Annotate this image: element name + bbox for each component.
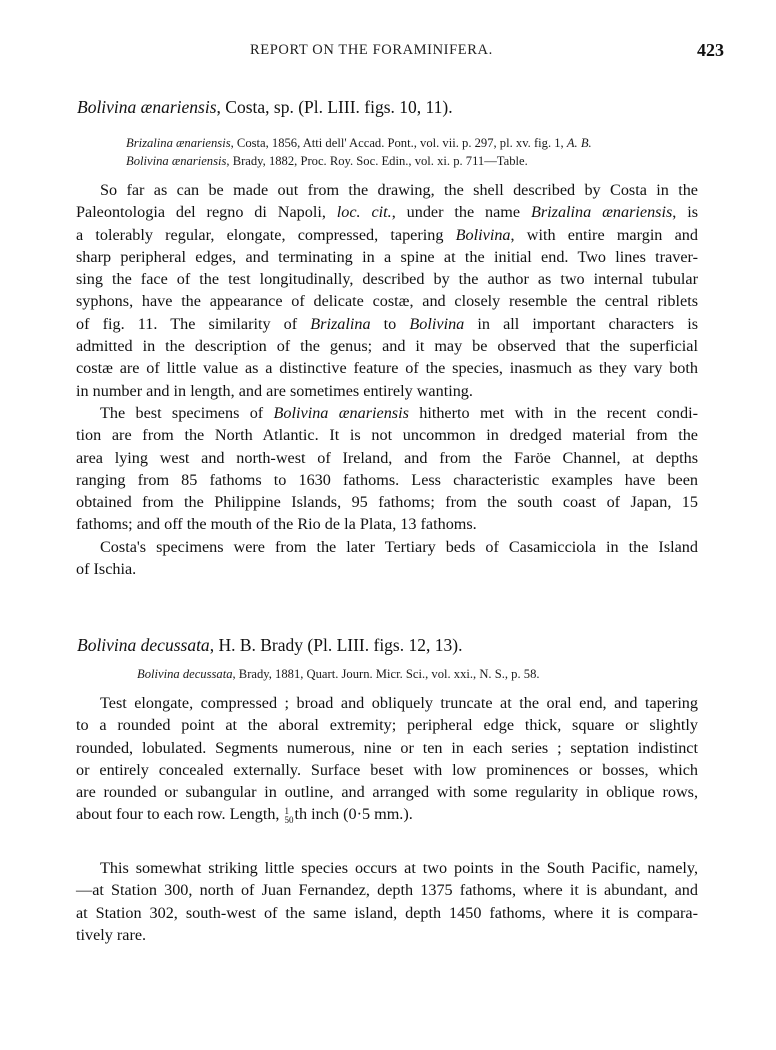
text-line: fathoms; and off the mouth of the Rio de la Plata, 13 fathoms. <box>76 515 477 534</box>
paragraph <box>76 692 698 826</box>
synonym-name: Bolivina ænariensis <box>126 154 227 168</box>
synonym-reference-tail: A. B. <box>566 136 592 150</box>
italic-term: Brizalina ænariensis <box>530 203 673 222</box>
fraction: 1 50 <box>284 805 294 825</box>
text-line: Test elongate, compressed ; broad and obliquely truncate at the oral end, and tapering <box>100 694 698 712</box>
italic-term: Bolivina <box>409 314 465 333</box>
italic-term: loc. cit. <box>336 203 392 222</box>
body-text-entry-1 <box>76 179 698 580</box>
text-line: at Station 302, south-west of the same island, depth 1450 fathoms, where it is compara- <box>76 903 698 922</box>
italic-term: Brizalina <box>310 314 371 333</box>
text-line: of Ischia. <box>76 560 137 579</box>
text-line: ranging from 85 fathoms to 1630 fathoms. Less characteristic examples have been <box>76 470 698 489</box>
body-text-entry-2-distribution <box>76 857 698 946</box>
running-head <box>0 40 776 64</box>
synonym-name: Brizalina ænariensis <box>126 136 231 150</box>
entry-heading-bolivina-decussata <box>77 634 462 656</box>
synonymy-line <box>126 152 528 170</box>
text-line: sing the face of the test longitudinally, described by the author as two internal tubular <box>76 270 698 289</box>
text-line: syphons, have the appearance of delicate costæ, and closely resemble the central riblets <box>76 292 698 311</box>
text-line: in number and in length, and are sometimes entirely wanting. <box>76 381 473 400</box>
text-line: obtained from the Philippine Islands, 95 fathoms; from the south coast of Japan, 15 <box>76 493 698 512</box>
species-name: Bolivina decussata <box>77 635 210 655</box>
paragraph <box>76 536 698 581</box>
synonym-reference: , Costa, 1856, Atti dell' Accad. Pont., vol. vii. p. 297, pl. xv. fig. 1, <box>230 136 567 150</box>
body-text-entry-2-description <box>76 692 698 826</box>
text-line: tion are from the North Atlantic. It is not uncommon in dredged material from the <box>76 426 698 445</box>
text-line: are rounded or subangular in outline, and arranged with some regularity in oblique rows, <box>76 783 698 802</box>
text-line: The best specimens of Bolivina ænariensis hitherto met with in the recent condi- <box>100 403 698 422</box>
text-line: or entirely concealed externally. Surface beset with low prominences or bosses, which <box>76 760 698 779</box>
text-line: sharp peripheral edges, and terminating in a spine at the initial end. Two lines traver- <box>76 247 698 266</box>
page-number: 423 <box>697 40 724 60</box>
paragraph <box>76 179 698 402</box>
text-line: Costa's specimens were from the later Tertiary beds of Casamicciola in the Island <box>100 537 698 556</box>
text-line: area lying west and north-west of Ireland, and from the Faröe Channel, at depths <box>76 448 698 467</box>
species-name: Bolivina ænariensis <box>77 97 217 117</box>
synonym-reference: , Brady, 1881, Quart. Journ. Micr. Sci., vol. xxi., N. S., p. 58. <box>232 667 540 681</box>
paragraph <box>76 857 698 946</box>
text-line: to a rounded point at the aboral extremity; peripheral edge thick, square or slightly <box>76 716 698 735</box>
text-line: admitted in the description of the genus; and it may be observed that the superficial <box>76 337 698 356</box>
text-line: tively rare. <box>76 925 147 944</box>
text-line: —at Station 300, north of Juan Fernandez, depth 1375 fathoms, where it is abundant, and <box>76 881 698 900</box>
italic-term: Bolivina <box>455 225 511 244</box>
running-title: REPORT ON THE FORAMINIFERA. <box>250 42 493 58</box>
text-line: of fig. 11. The similarity of Brizalina to Bolivina in all important characters is <box>76 314 698 333</box>
synonym-reference: , Brady, 1882, Proc. Roy. Soc. Edin., vol. xi. p. 711—Table. <box>226 154 528 168</box>
text-line: a tolerably regular, elongate, compressed, tapering Bolivina, with entire margin and <box>76 225 698 244</box>
text-line: Paleontologia del regno di Napoli, loc. cit., under the name Brizalina ænariensis, is <box>76 203 699 222</box>
text-line: So far as can be made out from the drawing, the shell described by Costa in the <box>100 181 698 199</box>
text-line: costæ are of little value as a distinctive feature of the species, inasmuch as they vary both <box>76 359 698 378</box>
text-line: rounded, lobulated. Segments numerous, nine or ten in each series ; septation indistinct <box>76 738 698 757</box>
species-authority: , H. B. Brady (Pl. LIII. figs. 12, 13). <box>209 635 463 655</box>
species-authority: , Costa, sp. (Pl. LIII. figs. 10, 11). <box>216 97 453 117</box>
entry-heading-bolivina-aenariensis <box>77 96 453 118</box>
paragraph <box>76 402 698 536</box>
text-line: This somewhat striking little species occurs at two points in the South Pacific, namely, <box>100 859 698 877</box>
synonymy-line <box>126 134 592 152</box>
italic-term: Bolivina ænariensis <box>273 403 409 422</box>
text-line: about four to each row. Length, 1 50 th inch (0·5 mm.). <box>76 805 413 825</box>
synonym-name: Bolivina decussata <box>137 667 233 681</box>
synonymy-line <box>137 665 540 683</box>
